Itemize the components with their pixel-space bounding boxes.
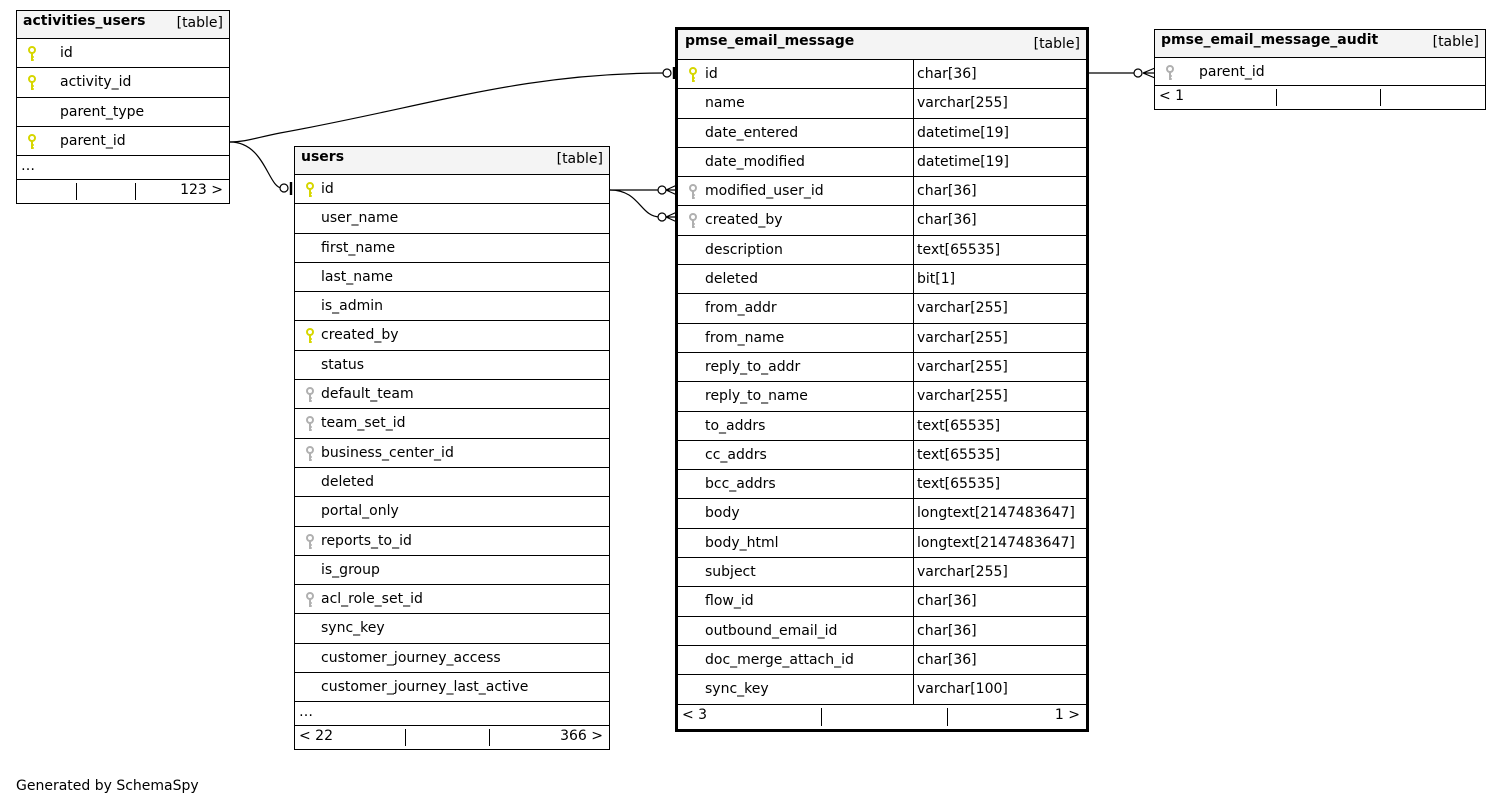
children-count[interactable]: 1 > — [1054, 706, 1080, 723]
column-name: parent_id — [1199, 64, 1265, 80]
column-name: first_name — [321, 239, 396, 256]
column-row-deleted[interactable] — [678, 265, 1086, 294]
column-separator — [913, 470, 914, 498]
column-name: created_by — [321, 327, 399, 344]
column-separator — [913, 441, 914, 469]
footer-separator — [947, 708, 948, 726]
foreign-key-icon — [688, 213, 698, 229]
column-separator — [913, 148, 914, 176]
column-separator — [913, 119, 914, 147]
column-name: reports_to_id — [321, 532, 412, 549]
table-footer — [678, 705, 1086, 729]
column-row-doc-merge-attach-id[interactable] — [678, 646, 1086, 675]
foreign-key-icon — [305, 416, 315, 432]
column-row-bcc-addrs[interactable] — [678, 470, 1086, 499]
column-name: acl_role_set_id — [321, 591, 423, 608]
column-name: date_entered — [705, 124, 799, 141]
column-row-to-addrs[interactable] — [678, 412, 1086, 441]
foreign-key-icon — [305, 592, 315, 608]
column-name: portal_only — [321, 503, 399, 520]
column-name: flow_id — [705, 593, 754, 610]
column-row-cc-addrs[interactable] — [678, 441, 1086, 470]
column-row-parent-id[interactable] — [1155, 58, 1485, 86]
column-separator — [913, 382, 914, 410]
primary-key-icon — [305, 182, 315, 198]
primary-key-icon — [27, 46, 37, 62]
column-row-date-entered[interactable] — [678, 119, 1086, 148]
column-name: cc_addrs — [705, 446, 767, 463]
column-name: parent_type — [60, 103, 145, 120]
table-header — [678, 30, 1086, 60]
column-list — [678, 60, 1086, 705]
column-name: body_html — [705, 534, 779, 551]
column-row-created-by[interactable] — [678, 206, 1086, 235]
column-row-from-name[interactable] — [678, 324, 1086, 353]
column-row-date-modified[interactable] — [678, 148, 1086, 177]
table-footer — [295, 726, 609, 749]
column-type: char[36] — [917, 593, 977, 610]
table-name: users — [301, 149, 345, 165]
column-separator — [913, 236, 914, 264]
column-name: parent_id — [60, 132, 126, 149]
column-name: from_addr — [705, 300, 777, 317]
column-row-user-name[interactable] — [295, 204, 609, 233]
column-type: varchar[255] — [917, 300, 1008, 317]
column-type: char[36] — [917, 622, 977, 639]
parents-count[interactable]: < 3 — [682, 706, 708, 723]
column-name: name — [705, 95, 745, 112]
column-row-id[interactable] — [678, 60, 1086, 89]
column-name: last_name — [321, 268, 393, 285]
column-row-flow-id[interactable] — [678, 587, 1086, 616]
primary-key-icon — [688, 67, 698, 83]
column-row-sync-key[interactable] — [678, 675, 1086, 704]
column-row-business-center-id[interactable] — [295, 439, 609, 468]
column-row-body-html[interactable] — [678, 529, 1086, 558]
column-row-description[interactable] — [678, 236, 1086, 265]
column-separator — [913, 617, 914, 645]
column-row-body[interactable] — [678, 499, 1086, 528]
column-row-is-admin[interactable] — [295, 292, 609, 321]
column-type: char[36] — [917, 183, 977, 200]
column-name: sync_key — [321, 620, 385, 637]
column-row-default-team[interactable] — [295, 380, 609, 409]
foreign-key-icon — [305, 446, 315, 462]
column-row-outbound-email-id[interactable] — [678, 617, 1086, 646]
column-row-reports-to-id[interactable] — [295, 527, 609, 556]
parents-count[interactable]: < 1 — [1159, 88, 1185, 104]
primary-key-icon — [27, 134, 37, 150]
column-type: char[36] — [917, 651, 977, 668]
column-name: doc_merge_attach_id — [705, 651, 854, 668]
column-name: deleted — [321, 473, 374, 490]
column-separator — [913, 294, 914, 322]
column-type: longtext[2147483647] — [917, 534, 1075, 551]
column-type: varchar[255] — [917, 329, 1008, 346]
column-row-id[interactable] — [17, 39, 229, 68]
link-zero-marker — [1134, 69, 1142, 77]
column-name: id — [705, 66, 718, 82]
column-name: subject — [705, 564, 756, 581]
more-columns-row — [295, 702, 609, 726]
column-row-created-by[interactable] — [295, 321, 609, 350]
column-row-team-set-id[interactable] — [295, 409, 609, 438]
table-header — [17, 11, 229, 39]
column-row-last-name[interactable] — [295, 263, 609, 292]
column-separator — [913, 265, 914, 293]
column-type: varchar[255] — [917, 388, 1008, 405]
column-row-is-group[interactable] — [295, 556, 609, 585]
column-name: is_group — [321, 561, 380, 578]
column-separator — [913, 353, 914, 381]
link-zero-marker — [658, 186, 666, 194]
column-name: business_center_id — [321, 444, 454, 461]
column-name: id — [321, 181, 334, 197]
column-separator — [913, 646, 914, 674]
column-type: varchar[255] — [917, 564, 1008, 581]
column-name: is_admin — [321, 298, 384, 315]
table-type: [table] — [1033, 36, 1080, 52]
more-columns: … — [299, 704, 313, 721]
column-list — [1155, 58, 1485, 86]
column-name: id — [60, 45, 73, 61]
table-pmse-email-message[interactable] — [675, 27, 1089, 732]
column-name: customer_journey_access — [321, 649, 501, 666]
footer-separator — [405, 729, 406, 746]
link-zero-marker — [658, 213, 666, 221]
column-row-reply-to-addr[interactable] — [678, 353, 1086, 382]
footer-separator — [489, 729, 490, 746]
column-separator — [913, 529, 914, 557]
column-row-subject[interactable] — [678, 558, 1086, 587]
column-separator — [913, 89, 914, 117]
column-row-customer-journey-access[interactable] — [295, 644, 609, 673]
column-name: reply_to_addr — [705, 358, 801, 375]
column-row-modified-user-id[interactable] — [678, 177, 1086, 206]
column-row-first-name[interactable] — [295, 234, 609, 263]
link-zero-marker — [280, 184, 288, 192]
column-type: datetime[19] — [917, 153, 1009, 170]
column-list — [17, 39, 229, 156]
column-row-name[interactable] — [678, 89, 1086, 118]
column-row-activity-id[interactable] — [17, 68, 229, 97]
footer-separator — [1380, 89, 1381, 106]
table-name: pmse_email_message — [685, 33, 855, 49]
link-users-to-created-by — [610, 190, 660, 217]
table-footer — [1155, 86, 1485, 109]
column-name: default_team — [321, 386, 414, 403]
column-row-parent-type[interactable] — [17, 98, 229, 127]
column-name: bcc_addrs — [705, 476, 776, 493]
foreign-key-icon — [1165, 65, 1175, 81]
column-type: text[65535] — [917, 446, 1001, 463]
table-type: [table] — [1432, 34, 1479, 50]
generator-credit: Generated by SchemaSpy — [16, 778, 199, 794]
more-columns: … — [21, 158, 35, 175]
column-separator — [913, 412, 914, 440]
column-row-sync-key[interactable] — [295, 614, 609, 643]
column-separator — [913, 499, 914, 527]
column-separator — [913, 177, 914, 205]
column-type: text[65535] — [917, 476, 1001, 493]
table-pmse-email-message-audit[interactable] — [1154, 29, 1486, 110]
column-type: varchar[255] — [917, 358, 1008, 375]
column-name: activity_id — [60, 74, 132, 91]
table-header — [295, 147, 609, 175]
table-name: pmse_email_message_audit — [1161, 32, 1379, 48]
column-name: user_name — [321, 210, 399, 227]
footer-separator — [821, 708, 822, 726]
foreign-key-icon — [305, 387, 315, 403]
column-row-customer-journey-last-active[interactable] — [295, 673, 609, 702]
table-type: [table] — [176, 15, 223, 31]
foreign-key-icon — [305, 534, 315, 550]
column-name: sync_key — [705, 681, 769, 698]
column-type: longtext[2147483647] — [917, 505, 1075, 522]
column-name: from_name — [705, 329, 785, 346]
column-name: date_modified — [705, 153, 805, 170]
table-header — [1155, 30, 1485, 58]
column-name: description — [705, 241, 783, 258]
column-type: varchar[255] — [917, 95, 1008, 112]
footer-separator — [1276, 89, 1277, 106]
column-name: team_set_id — [321, 415, 406, 432]
column-name: to_addrs — [705, 417, 766, 434]
parents-count[interactable]: < 22 — [299, 728, 333, 745]
column-type: text[65535] — [917, 417, 1001, 434]
column-row-status[interactable] — [295, 351, 609, 380]
column-row-reply-to-name[interactable] — [678, 382, 1086, 411]
column-separator — [913, 206, 914, 234]
column-row-portal-only[interactable] — [295, 497, 609, 526]
column-separator — [913, 324, 914, 352]
column-name: outbound_email_id — [705, 622, 838, 639]
column-type: char[36] — [917, 66, 977, 82]
column-separator — [913, 60, 914, 88]
footer-separator — [135, 183, 136, 200]
column-separator — [913, 587, 914, 615]
column-type: text[65535] — [917, 241, 1001, 258]
more-columns-row — [17, 156, 229, 180]
column-name: deleted — [705, 271, 758, 288]
column-separator — [913, 558, 914, 586]
column-row-parent-id[interactable] — [17, 127, 229, 156]
link-zero-marker — [663, 69, 671, 77]
column-name: modified_user_id — [705, 183, 824, 200]
column-name: created_by — [705, 212, 783, 229]
column-type: char[36] — [917, 212, 977, 229]
link-activities-users-to-pmse-email-message — [230, 73, 665, 142]
column-name: body — [705, 505, 740, 522]
column-list — [295, 175, 609, 702]
table-type: [table] — [556, 151, 603, 167]
table-footer — [17, 180, 229, 203]
table-activities-users[interactable] — [16, 10, 230, 204]
column-name: status — [321, 356, 365, 373]
column-row-acl-role-set-id[interactable] — [295, 585, 609, 614]
column-row-deleted[interactable] — [295, 468, 609, 497]
column-type: varchar[100] — [917, 681, 1008, 698]
column-name: reply_to_name — [705, 388, 808, 405]
children-count[interactable]: 123 > — [180, 182, 223, 199]
link-activities-users-to-users — [230, 142, 282, 188]
foreign-key-icon — [688, 184, 698, 200]
table-users[interactable] — [294, 146, 610, 750]
column-type: bit[1] — [917, 271, 956, 288]
column-name: customer_journey_last_active — [321, 679, 529, 696]
column-separator — [913, 675, 914, 703]
column-row-id[interactable] — [295, 175, 609, 204]
column-row-from-addr[interactable] — [678, 294, 1086, 323]
column-type: datetime[19] — [917, 124, 1009, 141]
primary-key-icon — [305, 328, 315, 344]
primary-key-icon — [27, 75, 37, 91]
children-count[interactable]: 366 > — [560, 728, 603, 745]
table-name: activities_users — [23, 13, 146, 29]
footer-separator — [76, 183, 77, 200]
